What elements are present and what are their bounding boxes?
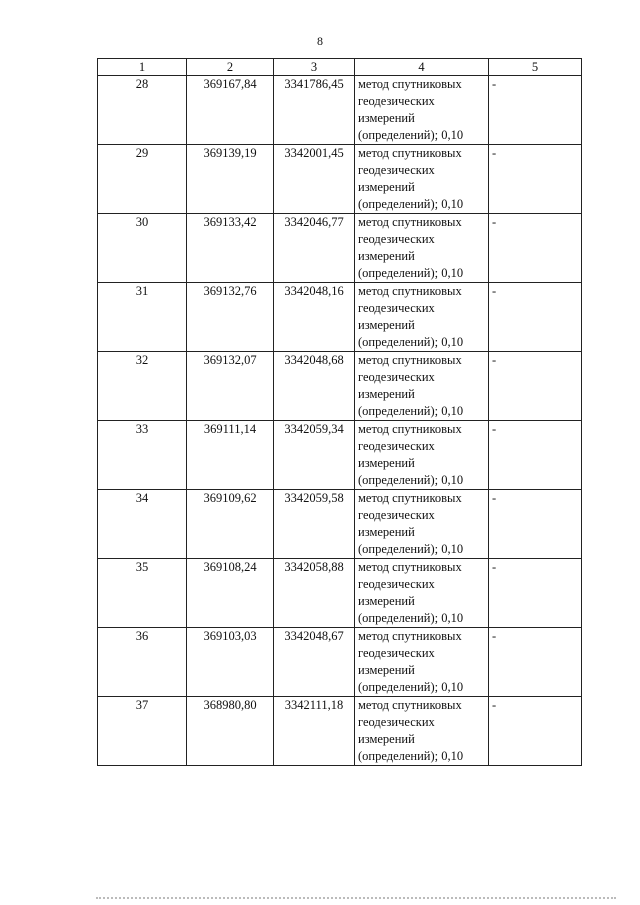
method-accuracy-cell: метод спутниковых геодезических измерений (определений); 0,10 xyxy=(355,490,489,559)
coordinate-y-cell: 3342059,34 xyxy=(274,421,355,490)
coordinate-x-cell: 369167,84 xyxy=(187,76,274,145)
coordinate-x-cell: 369109,62 xyxy=(187,490,274,559)
method-accuracy-cell: метод спутниковых геодезических измерений (определений); 0,10 xyxy=(355,421,489,490)
page-number: 8 xyxy=(317,34,323,48)
coordinates-table xyxy=(97,58,582,766)
table-row xyxy=(98,421,582,490)
point-number-cell: 29 xyxy=(98,145,187,214)
column-header-4: 4 xyxy=(355,59,489,76)
coordinate-x-cell: 369139,19 xyxy=(187,145,274,214)
coordinate-y-cell: 3342058,88 xyxy=(274,559,355,628)
table-row xyxy=(98,283,582,352)
description-cell: - xyxy=(489,283,582,352)
coordinate-y-cell: 3342048,68 xyxy=(274,352,355,421)
coordinate-x-cell: 369133,42 xyxy=(187,214,274,283)
table-row xyxy=(98,697,582,766)
description-cell: - xyxy=(489,559,582,628)
column-header-2: 2 xyxy=(187,59,274,76)
coordinate-y-cell: 3342048,16 xyxy=(274,283,355,352)
point-number-cell: 37 xyxy=(98,697,187,766)
table-row xyxy=(98,559,582,628)
method-accuracy-cell: метод спутниковых геодезических измерений (определений); 0,10 xyxy=(355,352,489,421)
coordinate-y-cell: 3342059,58 xyxy=(274,490,355,559)
coordinate-y-cell: 3341786,45 xyxy=(274,76,355,145)
coordinate-x-cell: 369108,24 xyxy=(187,559,274,628)
method-accuracy-cell: метод спутниковых геодезических измерений (определений); 0,10 xyxy=(355,283,489,352)
coordinate-x-cell: 369103,03 xyxy=(187,628,274,697)
table-body xyxy=(98,76,582,766)
table-row xyxy=(98,145,582,214)
coordinate-y-cell: 3342001,45 xyxy=(274,145,355,214)
coordinate-y-cell: 3342046,77 xyxy=(274,214,355,283)
coordinate-x-cell: 369111,14 xyxy=(187,421,274,490)
table-row xyxy=(98,76,582,145)
table-row xyxy=(98,628,582,697)
coordinate-x-cell: 368980,80 xyxy=(187,697,274,766)
table-row xyxy=(98,490,582,559)
point-number-cell: 28 xyxy=(98,76,187,145)
description-cell: - xyxy=(489,421,582,490)
description-cell: - xyxy=(489,145,582,214)
point-number-cell: 36 xyxy=(98,628,187,697)
point-number-cell: 33 xyxy=(98,421,187,490)
table-row xyxy=(98,214,582,283)
table-header-row xyxy=(98,59,582,76)
description-cell: - xyxy=(489,697,582,766)
table-row xyxy=(98,352,582,421)
description-cell: - xyxy=(489,352,582,421)
column-header-5: 5 xyxy=(489,59,582,76)
description-cell: - xyxy=(489,214,582,283)
point-number-cell: 35 xyxy=(98,559,187,628)
method-accuracy-cell: метод спутниковых геодезических измерений (определений); 0,10 xyxy=(355,76,489,145)
description-cell: - xyxy=(489,490,582,559)
point-number-cell: 31 xyxy=(98,283,187,352)
description-cell: - xyxy=(489,76,582,145)
column-header-3: 3 xyxy=(274,59,355,76)
coordinate-y-cell: 3342111,18 xyxy=(274,697,355,766)
method-accuracy-cell: метод спутниковых геодезических измерений (определений); 0,10 xyxy=(355,697,489,766)
coordinate-y-cell: 3342048,67 xyxy=(274,628,355,697)
method-accuracy-cell: метод спутниковых геодезических измерений (определений); 0,10 xyxy=(355,214,489,283)
method-accuracy-cell: метод спутниковых геодезических измерений (определений); 0,10 xyxy=(355,628,489,697)
coordinate-x-cell: 369132,07 xyxy=(187,352,274,421)
coordinate-x-cell: 369132,76 xyxy=(187,283,274,352)
point-number-cell: 30 xyxy=(98,214,187,283)
description-cell: - xyxy=(489,628,582,697)
method-accuracy-cell: метод спутниковых геодезических измерений (определений); 0,10 xyxy=(355,559,489,628)
scan-noise-line xyxy=(96,897,616,901)
method-accuracy-cell: метод спутниковых геодезических измерений (определений); 0,10 xyxy=(355,145,489,214)
point-number-cell: 34 xyxy=(98,490,187,559)
column-header-1: 1 xyxy=(98,59,187,76)
point-number-cell: 32 xyxy=(98,352,187,421)
